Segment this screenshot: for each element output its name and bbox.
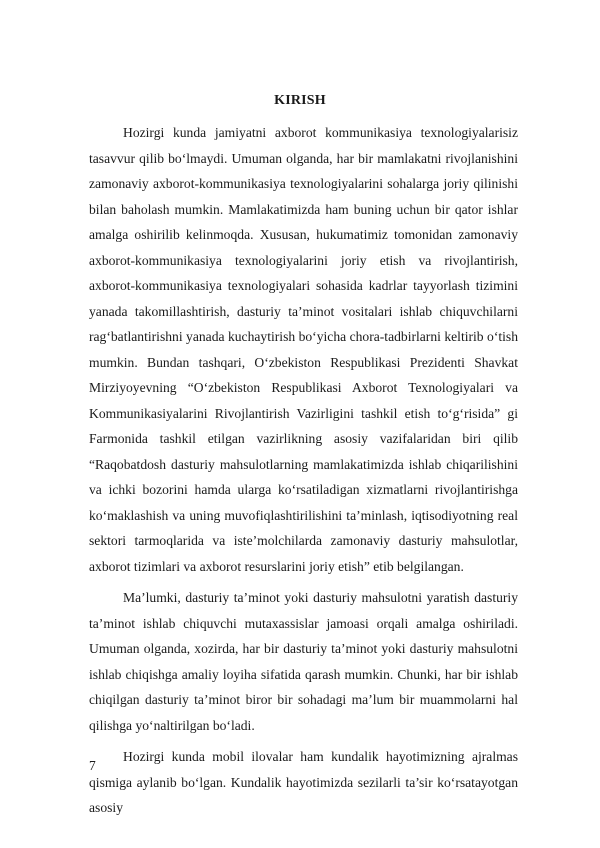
page-number: 7 (89, 758, 96, 773)
section-heading: KIRISH (274, 93, 326, 108)
paragraph: Hozirgi kunda jamiyatni axborot kommunikasiya texnologiyalarisiz tasavvur qilib bo‘lmaydi. Umuman olganda, har bir mamlakatni rivojlanishini zamonaviy axborot-kommunikasiya texnologiyalarini sohalarga joriy qilinishi bilan baholash mumkin. Mamlakatimizda ham buning uchun bir qator ishlar amalga oshirilib kelinmoqda. Xususan, hukumatimiz tomonidan zamonaviy axborot-kommunikasiya texnologiyalarini joriy etish va rivojlantirish, axborot-kommunikasiya texnologiyalari sohasida kadrlar tayyorlash tizimini yanada takomillashtirish, dasturiy ta’minot vositalari ishlab chiquvchilarni rag‘batlantirishni yanada kuchaytirish bo‘yicha chora-tadbirlarni keltirib o‘tish mumkin. Bundan tashqari, O‘zbekiston Respublikasi Prezidenti Shavkat Mirziyoyevning “O‘zbekiston Respublikasi Axborot Texnologiyalari va Kommunikasiyalarini Rivojlantirish Vazirligini tashkil etish to‘g‘risida” gi Farmonida tashkil etilgan vazirlikning asosiy vazifalaridan biri qilib “Raqobatdosh dasturiy mahsulotlarning mamlakatimizda ishlab chiqarilishini va ichki bozorini hamda ularga ko‘rsatiladigan xizmatlarni rivojlantirishga ko‘maklashish va uning muvofiqlashtirilishini ta’minlash, iqtisodiyotning real sektori tarmoqlarida va iste’molchilarda zamonaviy dasturiy mahsulotlar, axborot tizimlari va axborot resurslarini joriy etish” etib belgilangan. (89, 125, 518, 574)
paragraph: Hozirgi kunda mobil ilovalar ham kundalik hayotimizning ajralmas qismiga aylanib bo‘lgan. Kundalik hayotimizda sezilarli ta’sir ko‘rsatayotgan asosiy (89, 749, 518, 815)
body-text (89, 120, 518, 827)
paragraph: Ma’lumki, dasturiy ta’minot yoki dasturiy mahsulotni yaratish dasturiy ta’minot ishlab chiquvchi mutaxassislar jamoasi orqali amalga oshiriladi. Umuman olganda, xozirda, har bir dasturiy ta’minot yoki dasturiy mahsulotni ishlab chiqishga amaliy loyiha sifatida qarash mumkin. Chunki, har bir ishlab chiqilgan dasturiy ta’minot biror bir sohadagi ma’lum bir muammolarni hal qilishga yo‘naltirilgan bo‘ladi. (89, 590, 518, 733)
